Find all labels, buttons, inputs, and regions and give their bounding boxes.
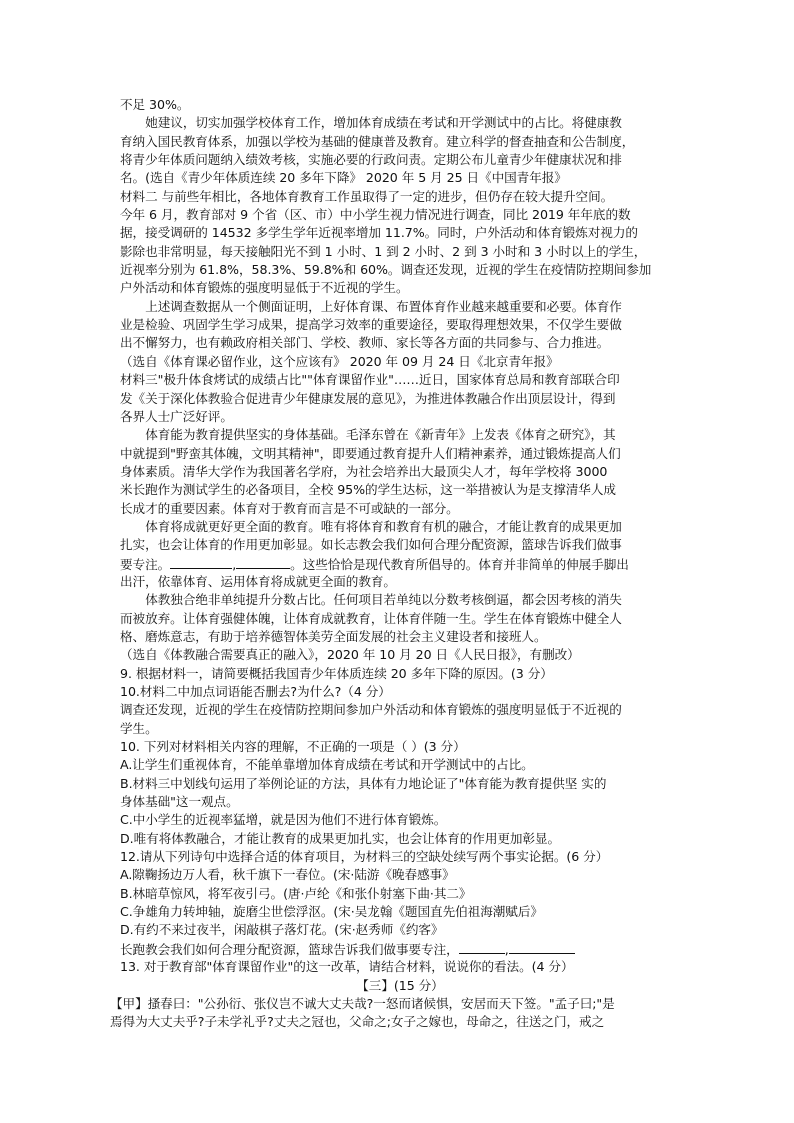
poem-d: D.有约不来过夜半，闲敲棋子落灯花。(宋·赵秀师《约客》 <box>120 922 444 938</box>
poem-a: A.隙鞠扬边万人看，秋千旗下一春位。(宋·陆游《晚春感事》 <box>120 867 455 883</box>
text-line: 格、磨炼意志，有助于培养德智体美劳全面发展的社会主义建设者和接班人。 <box>120 628 547 644</box>
answer-blank[interactable] <box>459 940 505 954</box>
text-line: 中就提到"野蛮其体魄，文明其精神"，即要通过教育提升人们精神素养，通过锻炼提高人们 <box>120 445 621 461</box>
text-line: 发《关于深化体教验合促进青少年健康发展的意见》，为推进体教融合作出顶层设计，得到 <box>120 390 616 406</box>
text-line: 影除也非常明显，每天接触阳光不到 1 小时、1 到 2 小时、2 到 3 小时和 3 小时以上的学生， <box>120 243 647 259</box>
option-a: A.让学生们重视体育，不能单靠增加体育成绩在考试和开学测试中的占比。 <box>120 757 534 773</box>
text-line: 而被放弃。让体育强健体魄，让体育成就教育，让体育伴随一生。学生在体育锻炼中健全人 <box>120 610 622 626</box>
text-line: 身体基础"这一观点。 <box>120 794 239 810</box>
text-line: 体育将成就更好更全面的教育。唯有将体育和教育有机的融合，才能让教育的成果更加 <box>145 518 622 534</box>
section-heading: 【三】(15 分） <box>356 977 444 993</box>
text-line: 焉得为大丈夫乎?子未学礼乎?丈夫之冠也，父命之;女子之嫁也，母命之，往送之门，戒之 <box>110 1014 605 1030</box>
text-line: 【甲】搔春曰："公孙衍、张仪岂不诚大丈夫哉?一怒而诸候惧，安居而天下签。"孟子曰;"是 <box>110 995 615 1011</box>
text-line: 近视率分别为 61.8%，58.3%、59.8%和 60%。调查还发现，近视的学生在疫情防控期间参加 <box>120 262 652 278</box>
text-line: 体教独合绝非单纯提升分数占比。任何项目若单纯以分数考核倒逼，都会因考核的消失 <box>145 592 622 608</box>
text-line: 学生。 <box>120 720 158 736</box>
question-10a: 10.材料二中加点词语能否删去?为什么?（4 分） <box>120 684 391 699</box>
text-line: 业是检验、巩固学生学习成果，提高学习效率的重要途径，要取得理想效果，不仅学生要做 <box>120 317 622 333</box>
poem-c: C.争雄角力转坤轴，旋磨尘世偿浮沤。(宋·吴龙翰《题国直先伯祖海潮赋后》 <box>120 904 543 920</box>
text-line: 长成才的重要因素。体育对于教育而言是不可或缺的一部分。 <box>120 500 459 516</box>
text-line: 体育能为教育提供坚实的身体基础。毛泽东曾在《新青年》上发表《体育之研究》，其 <box>145 427 616 443</box>
text-line: 各界人士广泛好评。 <box>120 408 233 424</box>
text-line-with-blank: 要专注。 , 。这些恰恰是现代教育所倡导的。体育并非简单的伸展手脚出 <box>120 556 629 572</box>
text-line: 调查还发现，近视的学生在疫情防控期间参加户外活动和体育锻炼的强度明显低于不近视的 <box>120 702 622 718</box>
source-citation: （选自《体教融合需要真正的融入》，2020 年 10 月 20 日《人民日报》，有删改） <box>120 647 580 663</box>
text-line: 上述调查数据从一个侧面证明，上好体育课、布置体育作业越来越重要和必要。体育作 <box>145 298 622 314</box>
material-heading: 材料二 与前些年相比，各地体育教育工作虽取得了一定的进步，但仍存在较大提升空间。 <box>120 188 614 204</box>
question-9: 9. 根据材料一，请简要概括我国青少年体质连续 20 多年下降的原因。(3 分） <box>120 665 553 681</box>
answer-blank[interactable] <box>170 555 232 569</box>
question-12: 12.请从下列诗句中选择合适的体育项目，为材料三的空缺处续写两个事实论据。(6 分） <box>120 849 609 865</box>
answer-blank[interactable] <box>509 940 575 954</box>
text-line: 不足 30%。 <box>120 97 190 112</box>
source-citation: （选自《体育课必留作业，这个应该有》 2020 年 09 月 24 日《北京青年报》 <box>120 353 559 369</box>
answer-blank[interactable] <box>236 555 290 569</box>
text-line: 育纳入国民教育体系，加强以学校为基础的健康普及教育。建立科学的督查抽查和公告制度， <box>120 133 635 149</box>
option-c: C.中小学生的近视率猛增，就是因为他们不进行体育锻炼。 <box>120 812 447 828</box>
option-d: D.唯有将体教融合，才能让教育的成果更加扎实，也会让体育的作用更加彰显。 <box>120 830 561 846</box>
text-line: 今年 6 月，教育部对 9 个省（区、市）中小学生视力情况进行调查，同比 2019 年年底的数 <box>120 207 631 223</box>
text-line: 扎实，也会让体育的作用更加彰显。如长志教会我们如何合理分配资源，篮球告诉我们做事 <box>120 537 622 553</box>
material-heading: 材料三"极升体食烤试的成绩占比""体育课留作业"……近日，国家体育总局和教育部联合印 <box>120 372 620 388</box>
text-line: 将青少年体质问题纳入绩效考核，实施必要的行政问责。定期公布儿童青少年健康状况和排 <box>120 152 622 168</box>
question-13: 13. 对于教育部"体育课留作业"的这一改革，请结合材料，说说你的看法。(4 分） <box>120 959 574 975</box>
text-line: 米长跑作为测试学生的必备项目，全校 95%的学生达标，这一举措被认为是支撑清华人成 <box>120 482 616 498</box>
text-line: 她建议，切实加强学校体育工作，增加体育成绩在考试和开学测试中的占比。将健康教 <box>145 115 622 131</box>
poem-b: B.林暗草惊风，将军夜引弓。(唐·卢纶《和张仆射塞下曲·其二》 <box>120 885 472 901</box>
text-line-with-blank: 长跑教会我们如何合理分配资源，篮球告诉我们做事要专注， , <box>120 940 680 958</box>
option-b: B.材料三中划线句运用了举例论证的方法，具体有力地论证了"体育能为教育提供坚 实的 <box>120 775 607 791</box>
text-line: 出汗，依靠体育、运用体育将成就更全面的教育。 <box>120 573 396 589</box>
source-citation: 名。(选自《青少年体质连续 20 多年下降》 2020 年 5 月 25 日《中国青年报》 <box>120 170 567 186</box>
text-line: 身体素质。清华大学作为我国著名学府，为社会培养出大最顶尖人才，每年学校将 3000 <box>120 463 608 479</box>
text-line: 出不懈努力，也有赖政府相关部门、学校、教师、家长等各方面的共同参与、合力推进。 <box>120 335 610 351</box>
document-page <box>110 96 680 1032</box>
text-line: 户外活动和体育锻炼的强度明显低于不近视的学生。 <box>120 280 409 296</box>
question-10b: 10. 下列对材料相关内容的理解，不正确的一项是（ ）(3 分） <box>120 739 466 755</box>
text-line: 据，接受调研的 14532 多学生学年近视率增加 11.7%。同时，户外活动和体育锻炼对视力的 <box>120 225 638 241</box>
